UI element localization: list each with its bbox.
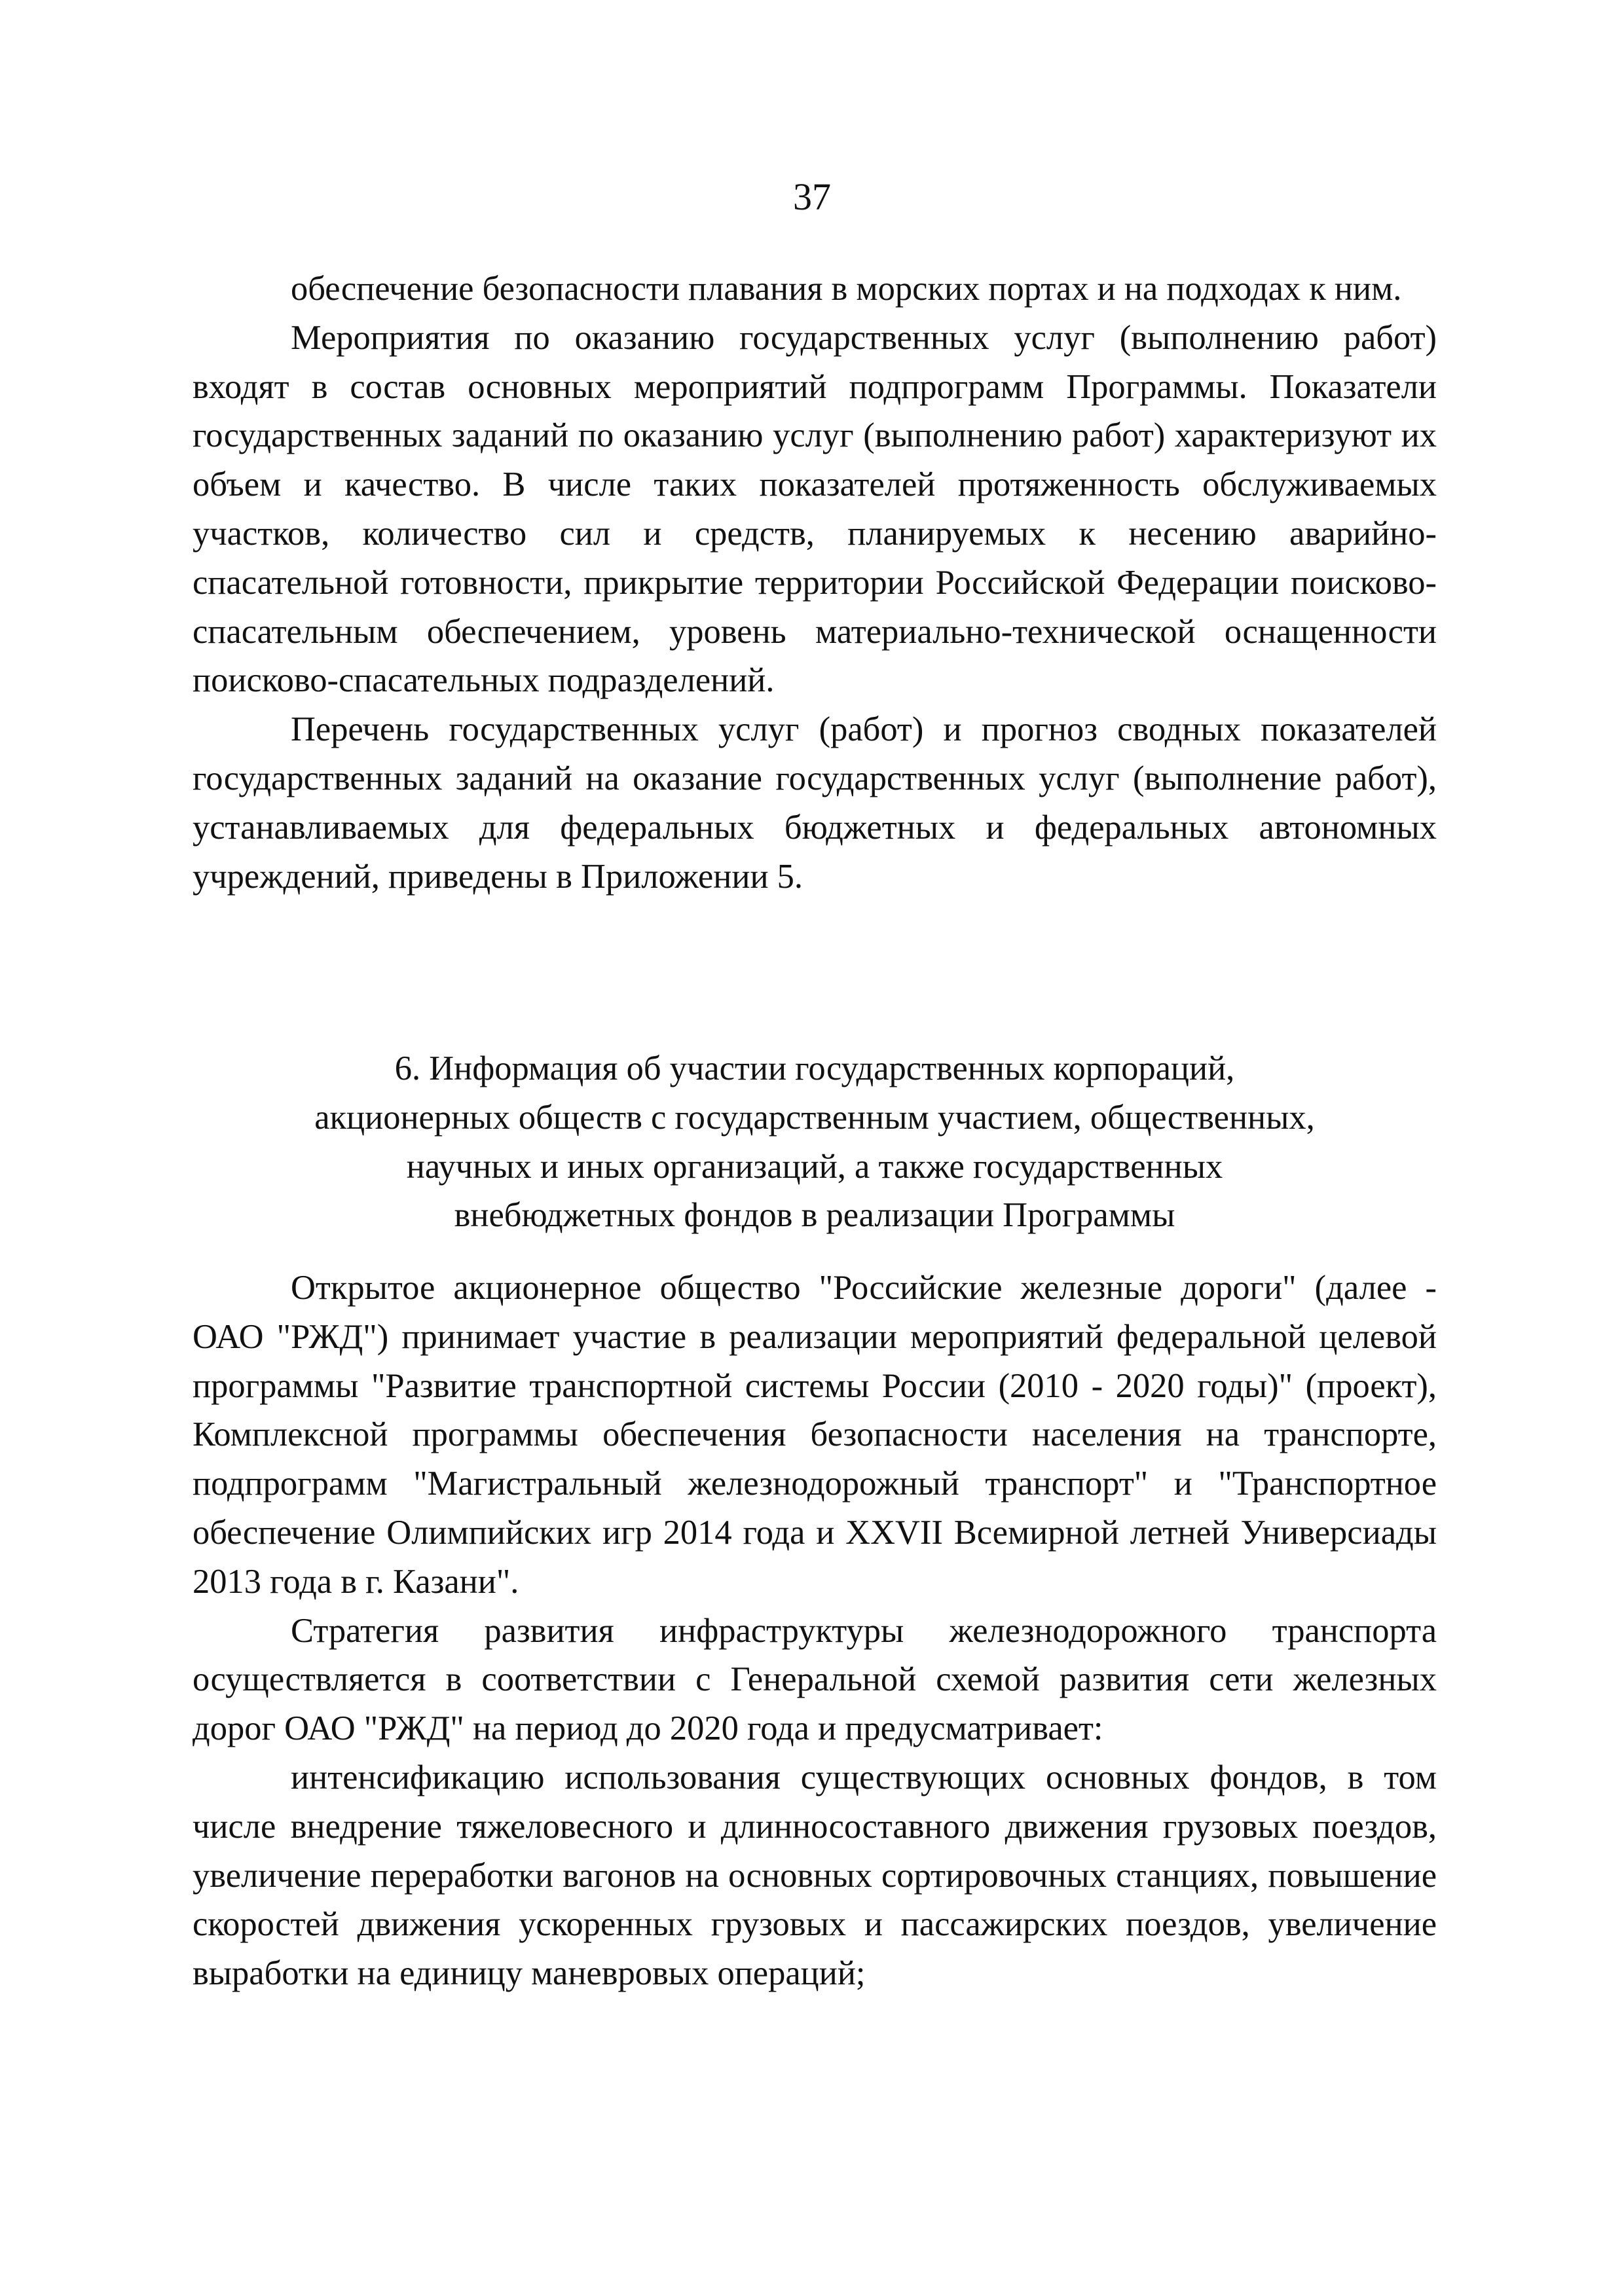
section-heading-line: научных и иных организаций, а также государственных bbox=[406, 1147, 1223, 1186]
section-heading-line: 6. Информация об участии государственных корпораций, bbox=[394, 1049, 1235, 1087]
paragraph: Мероприятия по оказанию государственных услуг (выполнению работ) входят в состав основных мероприятий подпрограмм Программы. Показатели государственных заданий по оказанию услуг (выполнению работ) характеризуют их объем и качество. В числе таких показателей протяженность обслуживаемых участков, количество сил и средств, планируемых к несению аварийно-спасательной готовности, прикрытие территории Российской Федерации поисково-спасательным обеспечением, уровень материально-технической оснащенности поисково-спасательных подразделений. bbox=[193, 318, 1437, 700]
body-text-bottom bbox=[193, 1264, 1437, 1998]
paragraph: обеспечение безопасности плавания в морских портах и на подходах к ним. bbox=[291, 270, 1402, 308]
paragraph: Открытое акционерное общество "Российские железные дороги" (далее - ОАО "РЖД") принимает участие в реализации мероприятий федеральной целевой программы "Развитие транспортной системы России (2010 - 2020 годы)" (проект), Комплексной программы обеспечения безопасности населения на транспорте, подпрограмм "Магистральный железнодорожный транспорт" и "Транспортное обеспечение Олимпийских игр 2014 года и XXVII Всемирной летней Универсиады 2013 года в г. Казани". bbox=[193, 1269, 1437, 1601]
body-text-top bbox=[193, 264, 1437, 901]
paragraph: Перечень государственных услуг (работ) и прогноз сводных показателей государственных заданий на оказание государственных услуг (выполнение работ), устанавливаемых для федеральных бюджетных и федеральных автономных учреждений, приведены в Приложении 5. bbox=[193, 710, 1437, 896]
paragraph: интенсификацию использования существующих основных фондов, в том числе внедрение тяжеловесного и длинносоставного движения грузовых поездов, увеличение переработки вагонов на основных сортировочных станциях, повышение скоростей движения ускоренных грузовых и пассажирских поездов, увеличение выработки на единицу маневровых операций; bbox=[193, 1758, 1437, 1993]
section-heading-line: акционерных обществ с государственным участием, общественных, bbox=[314, 1098, 1315, 1137]
paragraph: Стратегия развития инфраструктуры железнодорожного транспорта осуществляется в соответствии с Генеральной схемой развития сети железных дорог ОАО "РЖД" на период до 2020 года и предусматривает: bbox=[193, 1611, 1437, 1748]
page-number: 37 bbox=[793, 175, 831, 218]
section-heading bbox=[193, 1044, 1437, 1240]
section-heading-line: внебюджетных фондов в реализации Программы bbox=[454, 1196, 1175, 1235]
